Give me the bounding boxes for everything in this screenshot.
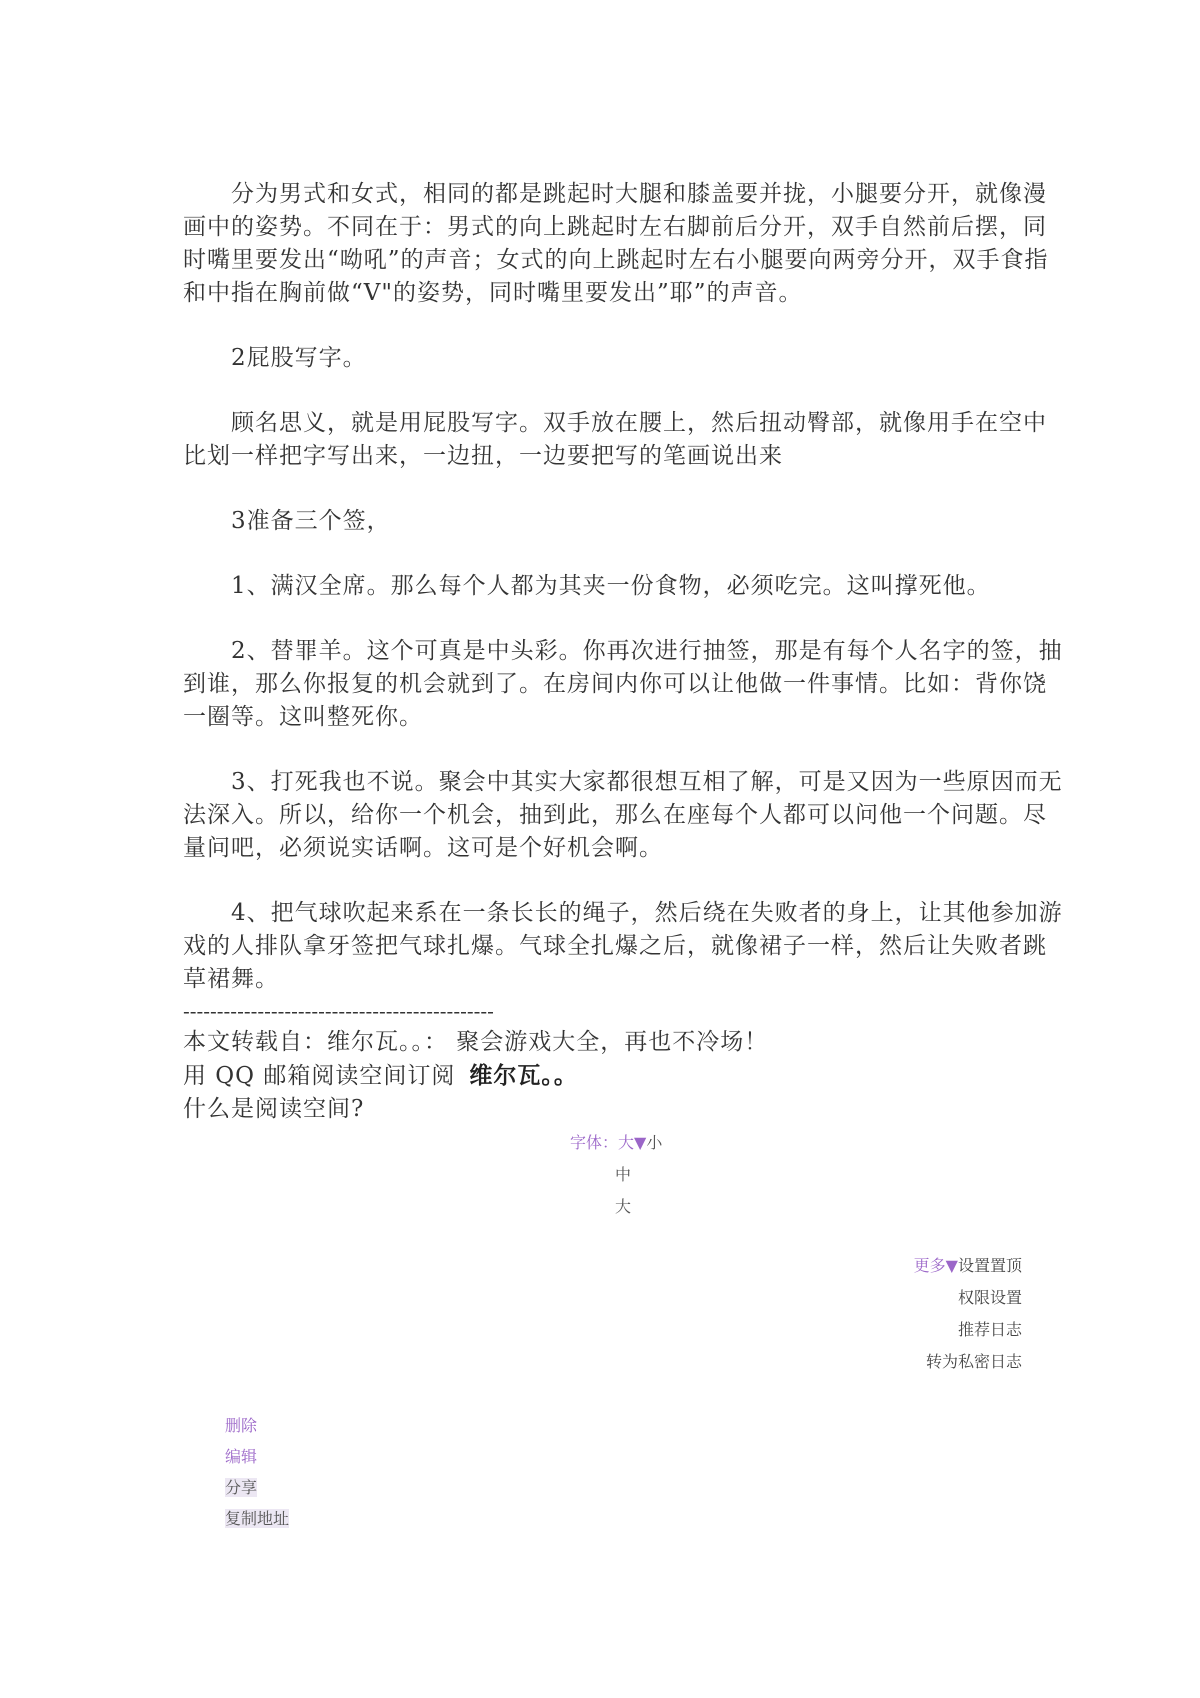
paragraph: 分为男式和女式，相同的都是跳起时大腿和膝盖要并拢，小腿要分开，就像漫画中的姿势。不同在于：男式的向上跳起时左右脚前后分开，双手自然前后摆，同时嘴里要发出“呦吼”的声音；女式的向上跳起时左右小腿要向两旁分开，双手食指和中指在胸前做“V"的姿势，同时嘴里要发出”耶”的声音。	[183, 181, 1049, 306]
what-is-link[interactable]: 什么是阅读空间?	[183, 1096, 365, 1122]
font-size-label: 字体：	[570, 1133, 619, 1152]
what-is-reading-space	[183, 1093, 1063, 1126]
more-menu-first-row	[914, 1250, 1022, 1282]
paragraph: 3、打死我也不说。聚会中其实大家都很想互相了解，可是又因为一些原因而无法深入。所以，给你一个机会，抽到此，那么在座每个人都可以问他一个问题。尽量问吧，必须说实话啊。这可是个好机会啊。	[183, 769, 1063, 861]
menu-item-recommend[interactable]: 推荐日志	[957, 1320, 1022, 1339]
share-button[interactable]	[225, 1472, 289, 1503]
menu-item-permissions[interactable]: 权限设置	[957, 1288, 1022, 1307]
subscribe-link[interactable]: 用 QQ 邮箱阅读空间订阅	[183, 1063, 456, 1089]
copy-link-label: 复制地址	[225, 1509, 290, 1528]
font-size-control	[570, 1127, 662, 1223]
paragraph: 2、替罪羊。这个可真是中头彩。你再次进行抽签，那是有每个人名字的签，抽到谁，那么你报复的机会就到了。在房间内你可以让他做一件事情。比如：背你饶一圈等。这叫整死你。	[183, 638, 1063, 730]
share-label: 分享	[225, 1478, 258, 1497]
edit-button[interactable]: 编辑	[225, 1447, 258, 1466]
more-toggle[interactable]: 更多▼	[913, 1256, 958, 1275]
menu-item-pin[interactable]: 设置置顶	[957, 1256, 1022, 1275]
source-link[interactable]: 本文转载自：维尔瓦。。： 聚会游戏大全，再也不冷场！	[183, 1029, 769, 1055]
source-line	[183, 1026, 1063, 1059]
more-menu	[914, 1250, 1022, 1378]
font-size-row	[570, 1127, 662, 1159]
paragraph: 3准备三个签，	[231, 508, 391, 534]
paragraph: 1、满汉全席。那么每个人都为其夹一份食物，必须吃完。这叫撑死他。	[231, 573, 991, 599]
font-size-current[interactable]: 大▼	[618, 1133, 647, 1152]
subscribe-line	[183, 1059, 1063, 1093]
paragraph: 顾名思义，就是用屁股写字。双手放在腰上，然后扭动臀部，就像用手在空中比划一样把字写出来，一边扭，一边要把写的笔画说出来	[183, 410, 1047, 469]
post-operations	[225, 1410, 289, 1534]
paragraph: 2屁股写字。	[231, 345, 367, 371]
delete-button[interactable]: 删除	[225, 1416, 258, 1435]
menu-item-make-private[interactable]: 转为私密日志	[925, 1352, 1022, 1371]
font-size-option-medium[interactable]: 中	[615, 1165, 632, 1184]
font-size-option-large[interactable]: 大	[615, 1197, 632, 1216]
font-size-option-small[interactable]: 小	[646, 1133, 663, 1152]
paragraph: 4、把气球吹起来系在一条长长的绳子，然后绕在失败者的身上，让其他参加游戏的人排队拿牙签把气球扎爆。气球全扎爆之后，就像裙子一样，然后让失败者跳草裙舞。	[183, 900, 1063, 992]
divider: ----------------------------------------------	[183, 999, 494, 1023]
article-body	[183, 178, 1063, 1126]
copy-link-button[interactable]	[225, 1503, 289, 1534]
subscribe-name[interactable]: 维尔瓦。。	[469, 1062, 578, 1089]
